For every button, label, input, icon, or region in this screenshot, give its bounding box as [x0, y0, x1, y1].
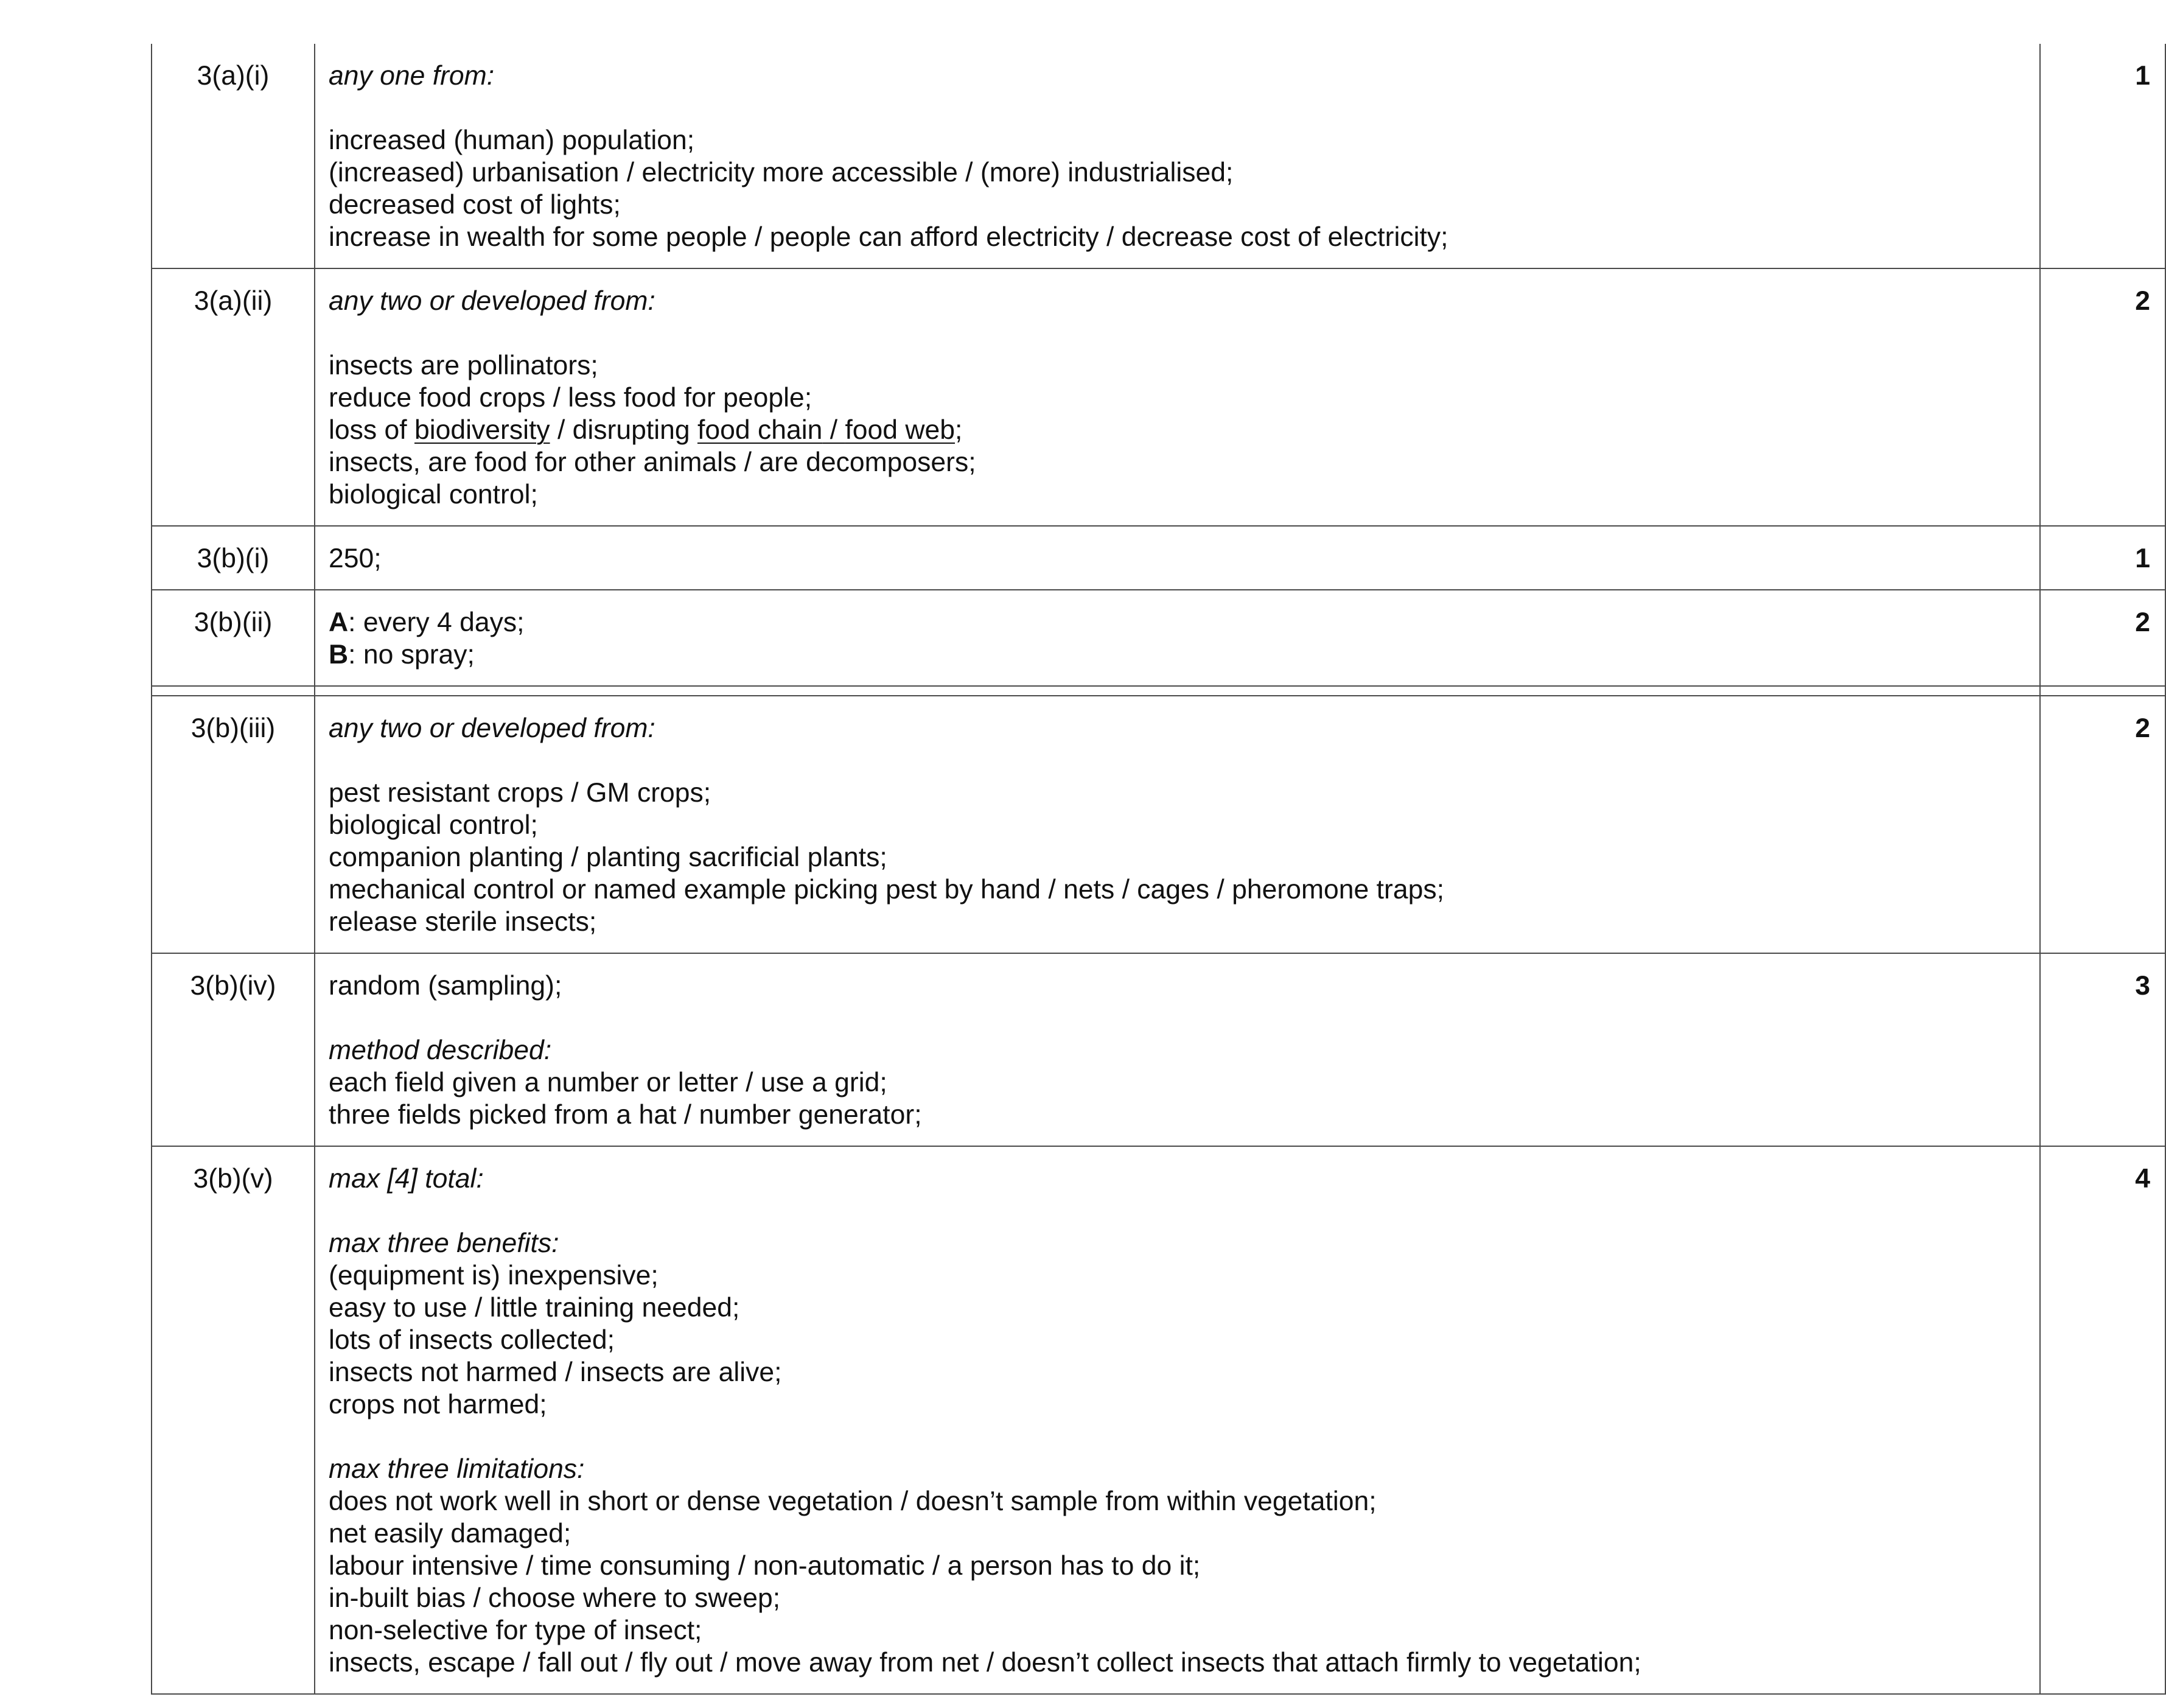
answer-line: loss of biodiversity / disrupting food chain / food web;	[329, 415, 963, 445]
table-row	[152, 526, 2165, 590]
table-row	[152, 44, 2165, 268]
answer-line: release sterile insects;	[329, 907, 597, 937]
marks-value: 1	[2040, 526, 2165, 590]
answer-line: reduce food crops / less food for people;	[329, 383, 812, 413]
table-row	[152, 590, 2165, 686]
marks-value: 1	[2040, 44, 2165, 268]
answer-cell	[315, 44, 2040, 268]
mark-scheme-table	[151, 44, 2166, 1695]
answer-line: crops not harmed;	[329, 1390, 547, 1419]
question-number: 3(b)(iii)	[152, 696, 315, 953]
answer-cell	[315, 590, 2040, 686]
table-row	[152, 1146, 2165, 1694]
answer-line: biological control;	[329, 810, 538, 840]
table-row	[152, 268, 2165, 526]
answer-line: companion planting / planting sacrificial plants;	[329, 842, 887, 872]
answer-cell	[315, 268, 2040, 526]
marks-value: 2	[2040, 268, 2165, 526]
answer-line: 250;	[329, 544, 382, 573]
question-number: 3(b)(ii)	[152, 590, 315, 686]
answer-intro: any two or developed from:	[329, 713, 655, 743]
answer-line: (equipment is) inexpensive;	[329, 1261, 659, 1290]
answer-intro: any one from:	[329, 61, 495, 91]
question-number: 3(b)(v)	[152, 1146, 315, 1694]
answer-line: in-built bias / choose where to sweep;	[329, 1583, 781, 1613]
answer-line: labour intensive / time consuming / non-automatic / a person has to do it;	[329, 1551, 1201, 1581]
answer-intro: max [4] total:	[329, 1164, 484, 1194]
answer-line: easy to use / little training needed;	[329, 1293, 740, 1323]
answer-line: each field given a number or letter / use a grid;	[329, 1068, 887, 1097]
key-term-underlined: biodiversity	[414, 415, 550, 445]
table-row	[152, 953, 2165, 1146]
answer-line: biological control;	[329, 480, 538, 509]
key-term-underlined: food chain	[697, 415, 823, 445]
answer-line: lots of insects collected;	[329, 1325, 615, 1355]
answer-line: A: every 4 days;	[329, 607, 525, 637]
question-number: 3(b)(i)	[152, 526, 315, 590]
table-row	[152, 696, 2165, 953]
key-term-underlined: food web	[845, 415, 955, 445]
answer-cell	[315, 1146, 2040, 1694]
answer-subheading: method described:	[329, 1035, 552, 1065]
marks-value: 2	[2040, 590, 2165, 686]
answer-line: increase in wealth for some people / people can afford electricity / decrease cost of electricity;	[329, 222, 1448, 252]
answer-line: B: no spray;	[329, 640, 475, 670]
marks-value: 4	[2040, 1146, 2165, 1694]
marks-value: 3	[2040, 953, 2165, 1146]
question-number: 3(a)(ii)	[152, 268, 315, 526]
answer-line: mechanical control or named example picking pest by hand / nets / cages / pheromone traps;	[329, 875, 1444, 905]
answer-cell	[315, 526, 2040, 590]
answer-line: three fields picked from a hat / number generator;	[329, 1100, 922, 1130]
answer-line: decreased cost of lights;	[329, 190, 621, 220]
answer-line: does not work well in short or dense vegetation / doesn’t sample from within vegetation;	[329, 1486, 1377, 1516]
answer-line: pest resistant crops / GM crops;	[329, 778, 711, 808]
answer-line: insects, are food for other animals / are decomposers;	[329, 447, 976, 477]
answer-cell	[315, 953, 2040, 1146]
answer-line: insects, escape / fall out / fly out / move away from net / doesn’t collect insects that attach firmly to vegetation;	[329, 1648, 1641, 1678]
answer-line: insects are pollinators;	[329, 351, 598, 380]
answer-line: non-selective for type of insect;	[329, 1615, 702, 1645]
question-number: 3(b)(iv)	[152, 953, 315, 1146]
answer-line: insects not harmed / insects are alive;	[329, 1357, 782, 1387]
answer-line: (increased) urbanisation / electricity more accessible / (more) industrialised;	[329, 158, 1234, 187]
answer-line: random (sampling);	[329, 971, 562, 1001]
marks-value: 2	[2040, 696, 2165, 953]
answer-line: net easily damaged;	[329, 1519, 571, 1549]
answer-subheading: max three benefits:	[329, 1228, 559, 1258]
answer-line: increased (human) population;	[329, 125, 695, 155]
question-number: 3(a)(i)	[152, 44, 315, 268]
answer-subheading: max three limitations:	[329, 1454, 585, 1484]
answer-cell	[315, 696, 2040, 953]
answer-intro: any two or developed from:	[329, 286, 655, 316]
page-break-divider	[152, 686, 2165, 696]
